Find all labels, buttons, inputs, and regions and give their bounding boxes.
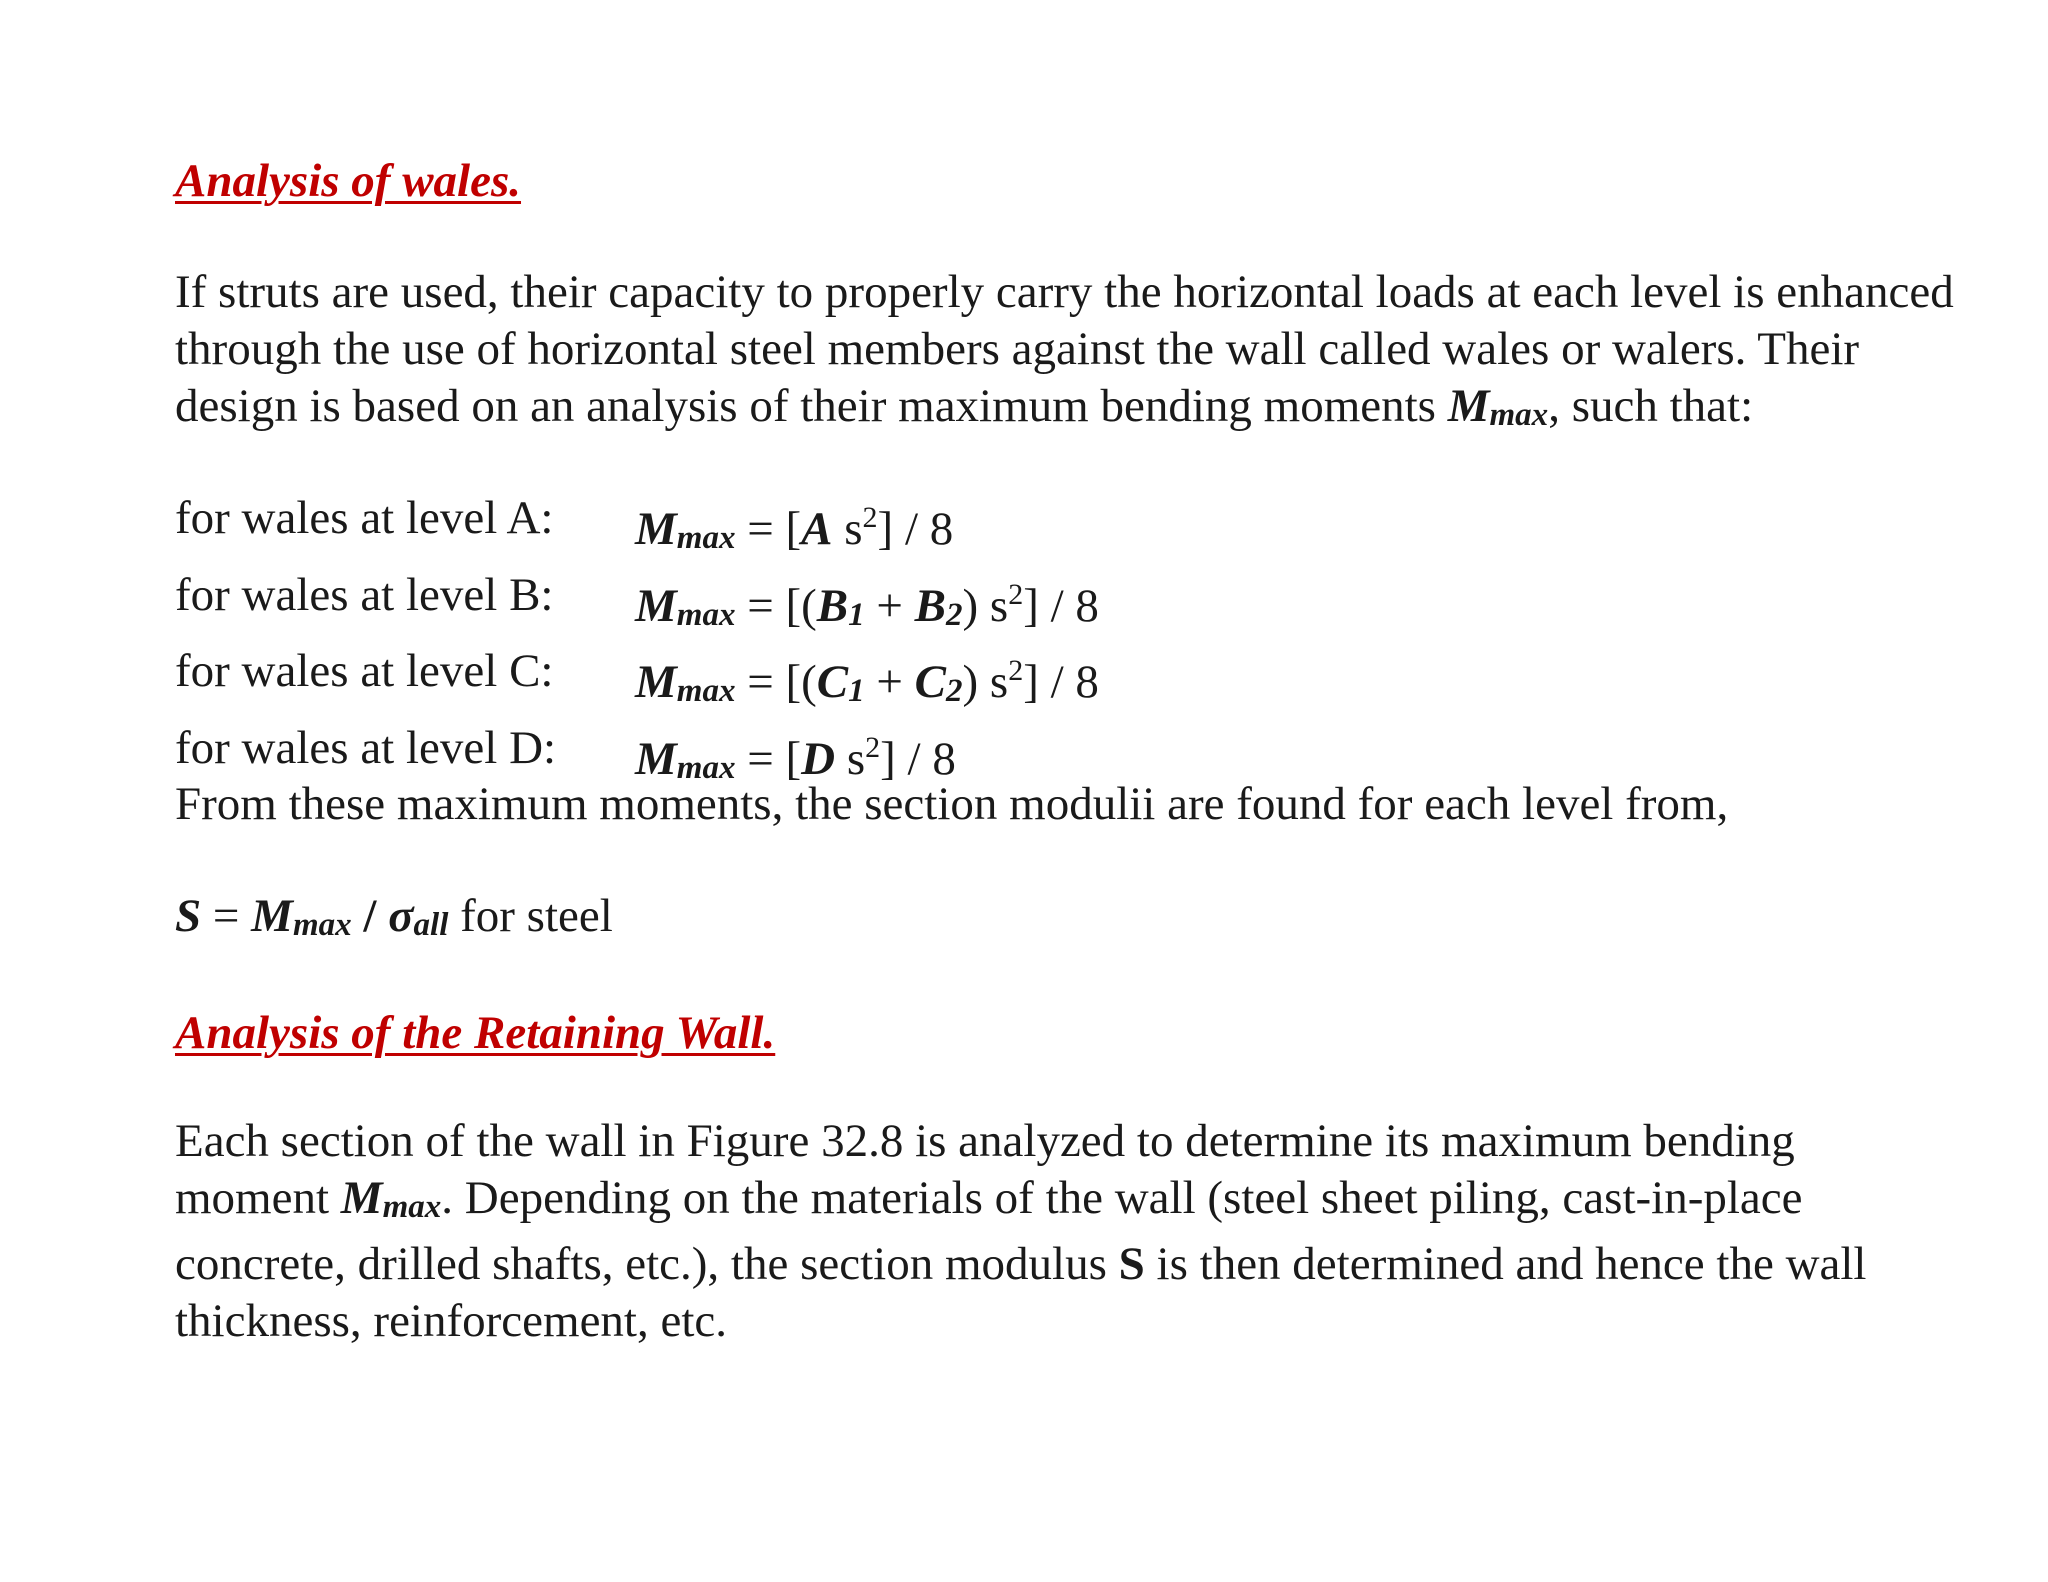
wall-line-2: moment Mmax. Depending on the materials of the wall (steel sheet piling, cast-in-place [175,1172,1803,1225]
heading-analysis-of-wales: Analysis of wales. [175,155,522,207]
wall-line-1: Each section of the wall in Figure 32.8 is analyzed to determine its maximum bending [175,1115,1795,1167]
retaining-wall-paragraph [175,1113,1867,1350]
equation-formula-a: Mmax = [A $s^2] / 8$ [635,501,954,556]
intro-line-2: through the use of horizontal steel members against the wall called wales or walers. Their [175,323,1860,375]
wall-line-3: concrete, drilled shafts, etc.), the section modulus S is then determined and hence the wall [175,1238,1867,1290]
equation-row-b [175,567,1099,644]
equation-label-b: for wales at level B: [175,568,554,621]
section-modulus-formula: S = Mmax / σall for steel [175,890,613,943]
equation-row-c [175,643,1099,720]
heading-analysis-of-retaining-wall: Analysis of the Retaining Wall. [175,1007,776,1059]
intro-line-3-pre: design is based on an analysis of their maximum bending moments [175,380,1448,432]
moduli-paragraph: From these maximum moments, the section modulii are found for each level from, [175,778,1729,830]
equation-label-a: for wales at level A: [175,492,554,544]
wall-line-4: thickness, reinforcement, etc. [175,1295,728,1347]
m-max-symbol: Mmax [1447,380,1549,433]
equation-formula-b: Mmax = [(B1 + B2) $s^2] / 8$ [635,577,1099,633]
intro-paragraph [175,264,1954,444]
equation-label-c: for wales at level C: [175,645,554,697]
equation-formula-c: Mmax = [(C1 + C2) $s^2] / 8$ [635,654,1099,709]
intro-line-1: If struts are used, their capacity to properly carry the horizontal loads at each level is enhanced [175,266,1954,318]
intro-line-3 [175,378,1954,444]
wale-equations [175,490,1099,796]
equation-label-d: for wales at level D: [175,721,557,774]
intro-line-3-post: , such that: [1548,380,1754,432]
equation-formula-d: Mmax = [D $s^2] / 8$ [635,730,956,786]
equation-row-a [175,490,1099,567]
